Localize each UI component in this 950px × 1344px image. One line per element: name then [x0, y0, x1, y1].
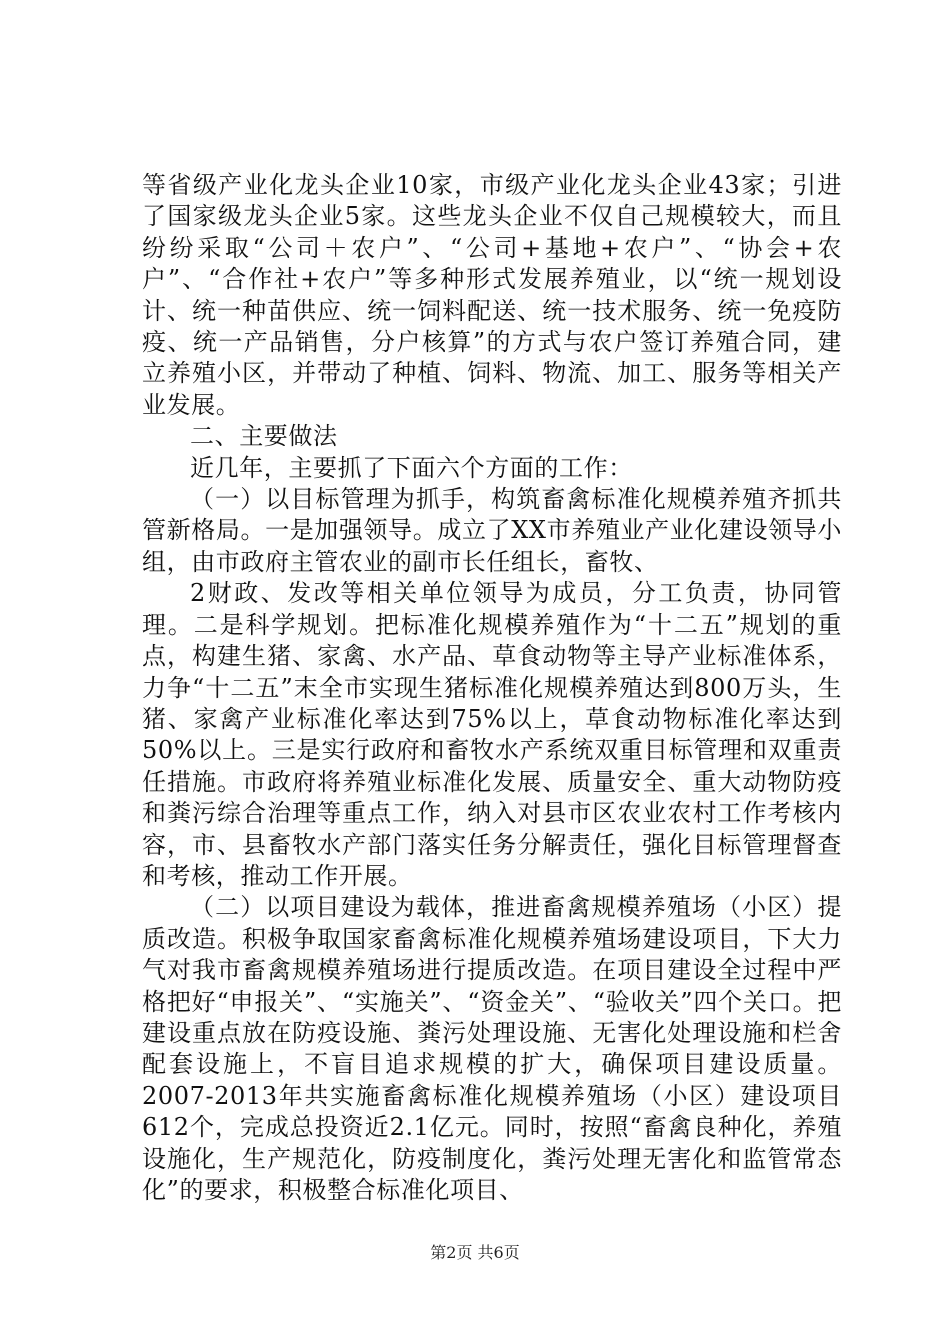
paragraph-1: 等省级产业化龙头企业10家，市级产业化龙头企业43家；引进了国家级龙头企业5家。这些龙头企业不仅自己规模较大，而且纷纷采取“公司＋农户”、“公司+基地+农户”、“协会+农户”、“合作社+农户”等多种形式发展养殖业，以“统一规划设计、统一种苗供应、统一饲料配送、统一技术服务、统一免疫防疫、统一产品销售，分户核算”的方式与农户签订养殖合同，建立养殖小区，并带动了种植、饲料、物流、加工、服务等相关产业发展。 — [142, 171, 842, 419]
section-heading-main-practices: 二、主要做法 — [190, 422, 338, 451]
document-body — [142, 170, 842, 1206]
page-number-footer: 第2页 共6页 — [430, 1243, 520, 1262]
paragraph-item-2: （二）以项目建设为载体，推进畜禽规模养殖场（小区）提质改造。积极争取国家畜禽标准化规模养殖场建设项目，下大力气对我市畜禽规模养殖场进行提质改造。在项目建设全过程中严格把好“申报关”、“实施关”、“资金关”、“验收关”四个关口。把建设重点放在防疫设施、粪污处理设施、无害化处理设施和栏舍配套设施上，不盲目追求规模的扩大，确保项目建设质量。2007-2013年共实施畜禽标准化规模养殖场（小区）建设项目612个，完成总投资近2.1亿元。同时，按照“畜禽良种化，养殖设施化，生产规范化，防疫制度化，粪污处理无害化和监管常态化”的要求，积极整合标准化项目、 — [142, 893, 842, 1204]
paragraph-intro: 近几年，主要抓了下面六个方面的工作： — [190, 453, 633, 482]
paragraph-item-1-continued: 2财政、发改等相关单位领导为成员，分工负责，协同管理。二是科学规划。把标准化规模养殖作为“十二五”规划的重点，构建生猪、家禽、水产品、草食动物等主导产业标准体系，力争“十二五”末全市实现生猪标准化规模养殖达到800万头，生猪、家禽产业标准化率达到75%以上，草食动物标准化率达到50%以上。三是实行政府和畜牧水产系统双重目标管理和双重责任措施。市政府将养殖业标准化发展、质量安全、重大动物防疫和粪污综合治理等重点工作，纳入对县市区农业农村工作考核内容，市、县畜牧水产部门落实任务分解责任，强化目标管理督查和考核，推动工作开展。 — [142, 579, 842, 890]
paragraph-item-1: （一）以目标管理为抓手，构筑畜禽标准化规模养殖齐抓共管新格局。一是加强领导。成立了XX市养殖业产业化建设领导小组，由市政府主管农业的副市长任组长，畜牧、 — [142, 485, 842, 576]
